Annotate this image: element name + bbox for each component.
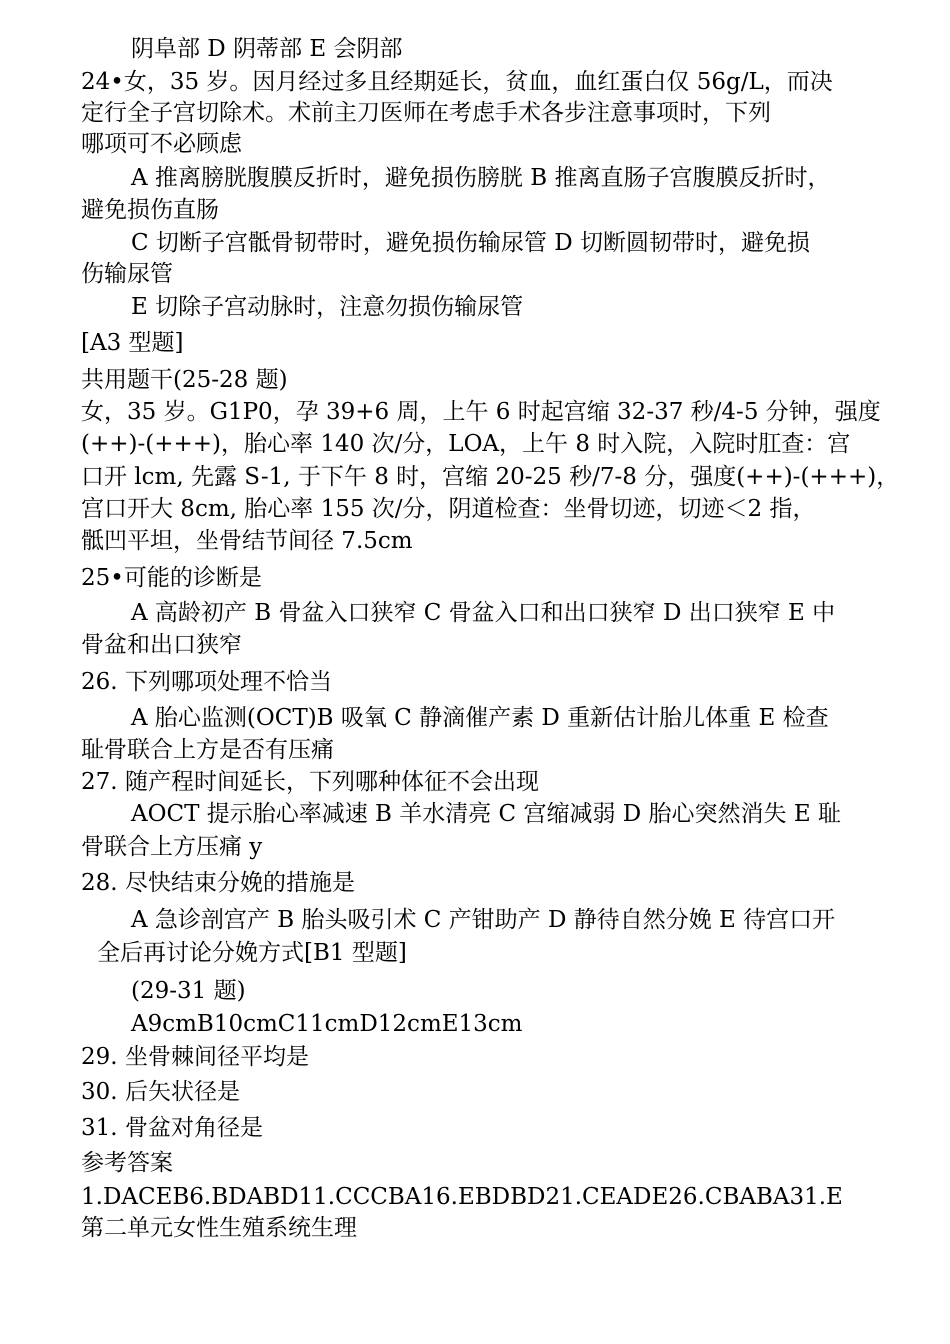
- unit-heading: 第二单元女性生殖系统生理: [81, 1215, 357, 1241]
- question-text: 骨盆对角径是: [125, 1115, 263, 1141]
- question-24-stem: 24•女，35 岁。因月经过多且经期延长，贫血，血红蛋白仅 56g/L，而决: [81, 69, 833, 95]
- question-29: [81, 1041, 309, 1074]
- option-line: AOCT 提示胎心率减速 B 羊水清亮 C 宫缩减弱 D 胎心突然消失 E 耻: [131, 801, 841, 827]
- option-line: 耻骨联合上方是否有压痛: [81, 737, 334, 763]
- question-30: [81, 1076, 240, 1109]
- question-28: [81, 867, 355, 900]
- question-25: 25•可能的诊断是: [81, 565, 262, 591]
- option-line: A 高龄初产 B 骨盆入口狭窄 C 骨盆入口和出口狭窄 D 出口狭窄 E 中: [131, 600, 836, 626]
- option-line: A 胎心监测(OCT)B 吸氧 C 静滴催产素 D 重新估计胎儿体重 E 检查: [131, 705, 829, 731]
- question-number: 27.: [81, 769, 118, 795]
- case-text: 女，35 岁。G1P0，孕 39+6 周，上午 6 时起宫缩 32-37 秒/4-5 分钟，强度: [81, 399, 881, 425]
- question-number: 26.: [81, 669, 118, 695]
- question-text: 下列哪项处理不恰当: [125, 669, 332, 695]
- case-text: 宫口开大 8cm, 胎心率 155 次/分，阴道检查：坐骨切迹，切迹＜2 指，: [81, 496, 816, 522]
- case-text: (++)-(+++)，胎心率 140 次/分，LOA，上午 8 时入院，入院时肛查：宫: [81, 431, 851, 457]
- case-text: 口开 lcm, 先露 S-1, 于下午 8 时，宫缩 20-25 秒/7-8 分，强度(++)-(+++)，: [81, 464, 900, 490]
- section-heading-a3: [A3 型题]: [81, 330, 184, 356]
- question-27: [81, 766, 539, 799]
- option-line: A 急诊剖宫产 B 胎头吸引术 C 产钳助产 D 静待自然分娩 E 待宫口开: [131, 907, 836, 933]
- question-text: 随产程时间延长，下列哪种体征不会出现: [125, 769, 539, 795]
- option-line: 骨联合上方压痛 y: [81, 834, 263, 860]
- option-line: 骨盆和出口狭窄: [81, 632, 242, 658]
- question-26: [81, 666, 332, 699]
- question-number: 31.: [81, 1115, 118, 1141]
- question-text: 坐骨棘间径平均是: [125, 1044, 309, 1070]
- option-line: E 切除子宫动脉时，注意勿损伤输尿管: [131, 294, 524, 320]
- shared-stem-heading: 共用题干(25-28 题): [81, 367, 288, 393]
- question-number: 29.: [81, 1044, 118, 1070]
- text-line: 阴阜部 D 阴蒂部 E 会阴部: [131, 36, 403, 62]
- question-text: 尽快结束分娩的措施是: [125, 870, 355, 896]
- question-number: 30.: [81, 1079, 118, 1105]
- option-line: C 切断子宫骶骨韧带时，避免损伤输尿管 D 切断圆韧带时，避免损: [131, 230, 810, 256]
- question-text: 后矢状径是: [125, 1079, 240, 1105]
- option-line: 伤输尿管: [81, 261, 173, 287]
- text-line: 定行全子宫切除术。术前主刀医师在考虑手术各步注意事项时，下列: [81, 100, 771, 126]
- group-heading-b1: (29-31 题): [131, 978, 246, 1004]
- option-line: 全后再讨论分娩方式[B1 型题]: [97, 940, 407, 966]
- question-number: 28.: [81, 870, 118, 896]
- answer-key-heading: 参考答案: [81, 1150, 173, 1176]
- case-text: 骶凹平坦，坐骨结节间径 7.5cm: [81, 528, 413, 554]
- option-line: A9cmB10cmC11cmD12cmE13cm: [131, 1011, 523, 1037]
- question-31: [81, 1112, 263, 1145]
- option-line: 避免损伤直肠: [81, 197, 219, 223]
- option-line: A 推离膀胱腹膜反折时，避免损伤膀胱 B 推离直肠子宫腹膜反折时，: [131, 165, 831, 191]
- answer-key: 1.DACEB6.BDABD11.CCCBA16.EBDBD21.CEADE26.CBABA31.E: [81, 1184, 843, 1210]
- text-line: 哪项可不必顾虑: [81, 131, 242, 157]
